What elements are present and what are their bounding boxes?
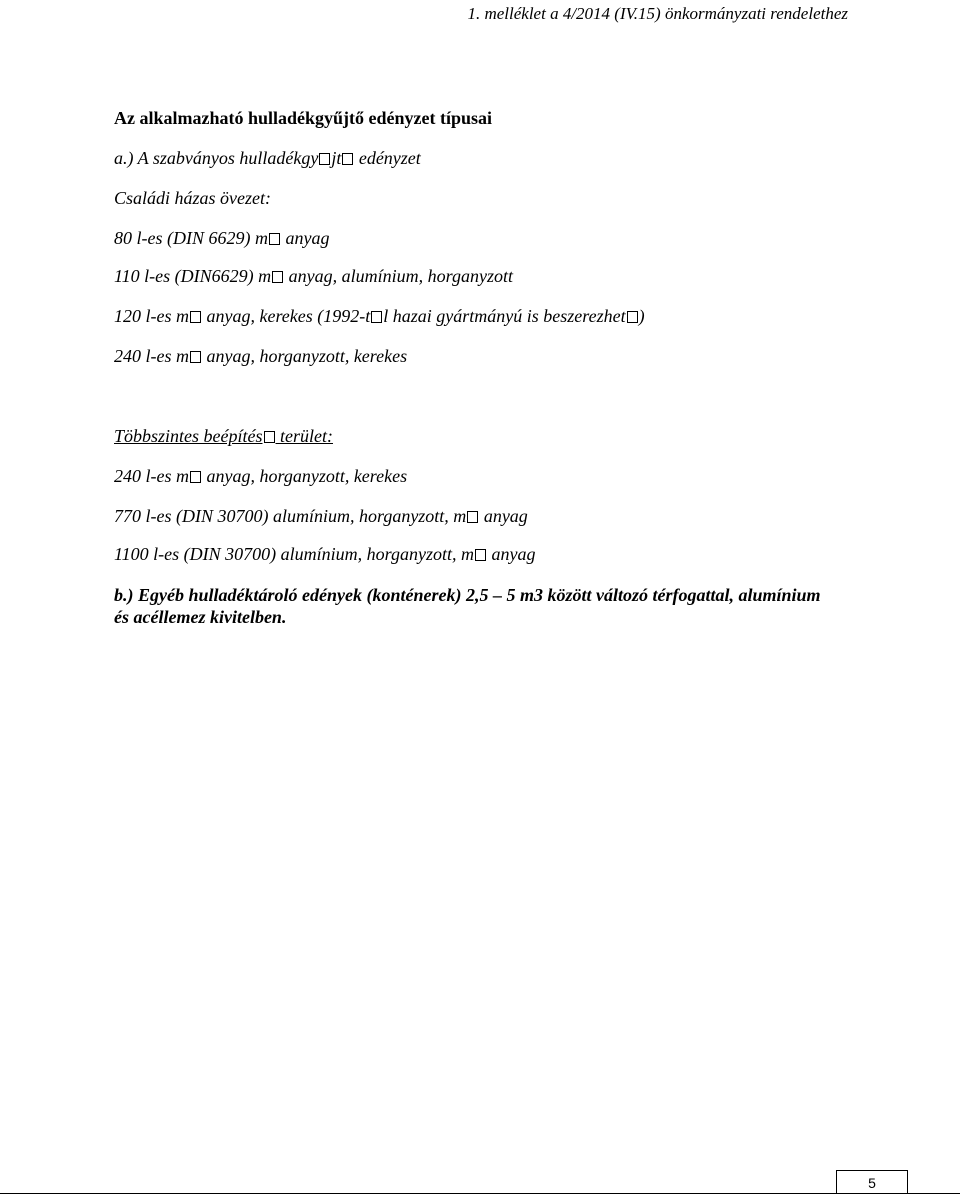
multi-item-1100l-part1: 1100 l-es (DIN 30700) alumínium, horganyzott, m	[114, 544, 474, 564]
multi-zone-heading	[114, 426, 333, 447]
missing-glyph-box	[371, 311, 382, 323]
missing-glyph-box	[190, 351, 201, 363]
document-heading: Az alkalmazható hulladékgyűjtő edényzet típusai	[114, 108, 493, 128]
missing-glyph-box	[190, 471, 201, 483]
missing-glyph-box	[475, 549, 486, 561]
multi-item-770l	[114, 506, 528, 527]
multi-item-770l-part2: anyag	[479, 506, 528, 526]
family-item-120l-part4: )	[638, 306, 645, 326]
multi-item-770l-part1: 770 l-es (DIN 30700) alumínium, horganyzott, m	[114, 506, 467, 526]
family-item-110l-part1: 110 l-es (DIN6629) m	[114, 266, 272, 286]
section-a-title-part1: a.) A szabványos hulladékgy	[114, 148, 319, 168]
family-item-110l-part2: anyag, alumínium, horganyzott	[284, 266, 513, 286]
family-item-80l	[114, 228, 329, 249]
family-item-120l-part3: l hazai gyártmányú is beszerezhet	[383, 306, 626, 326]
section-a-title-part3: edényzet	[354, 148, 421, 168]
section-a-title-part2: jt	[331, 148, 342, 168]
multi-item-1100l-part2: anyag	[486, 544, 536, 564]
family-item-120l-part2: anyag, kerekes (1992-t	[202, 306, 371, 326]
section-a-title	[114, 148, 421, 169]
page-number: 5	[836, 1170, 908, 1194]
missing-glyph-box	[269, 233, 280, 245]
family-item-240l-part2: anyag, horganyzott, kerekes	[202, 346, 408, 366]
page-footer-divider	[0, 1193, 960, 1194]
missing-glyph-box	[319, 153, 330, 165]
family-item-110l	[114, 266, 513, 287]
family-item-80l-part2: anyag	[280, 228, 330, 248]
document-header: 1. melléklet a 4/2014 (IV.15) önkormányzati rendelethez	[467, 4, 848, 23]
missing-glyph-box	[467, 511, 478, 523]
multi-zone-heading-part1	[114, 426, 333, 446]
missing-glyph-box	[342, 153, 353, 165]
family-item-120l	[114, 306, 645, 327]
missing-glyph-box	[190, 311, 201, 323]
multi-zone-heading-text1: Többszintes beépítés	[114, 426, 263, 446]
family-item-240l	[114, 346, 407, 367]
missing-glyph-box	[264, 431, 275, 443]
multi-zone-heading-text2: terület:	[275, 426, 333, 446]
family-item-80l-part1: 80 l-es (DIN 6629) m	[114, 228, 268, 248]
multi-item-240l-part2: anyag, horganyzott, kerekes	[202, 466, 408, 486]
section-b-paragraph: b.) Egyéb hulladéktároló edények (konténerek) 2,5 – 5 m3 között változó térfogattal, alumínium és acéllemez kivitelben.	[114, 585, 821, 627]
multi-item-240l-part1: 240 l-es m	[114, 466, 189, 486]
multi-item-1100l	[114, 544, 535, 565]
family-item-240l-part1: 240 l-es m	[114, 346, 189, 366]
family-item-120l-part1: 120 l-es m	[114, 306, 189, 326]
multi-item-240l	[114, 466, 407, 487]
missing-glyph-box	[272, 271, 283, 283]
missing-glyph-box	[627, 311, 638, 323]
family-zone-heading: Családi házas övezet:	[114, 188, 271, 208]
